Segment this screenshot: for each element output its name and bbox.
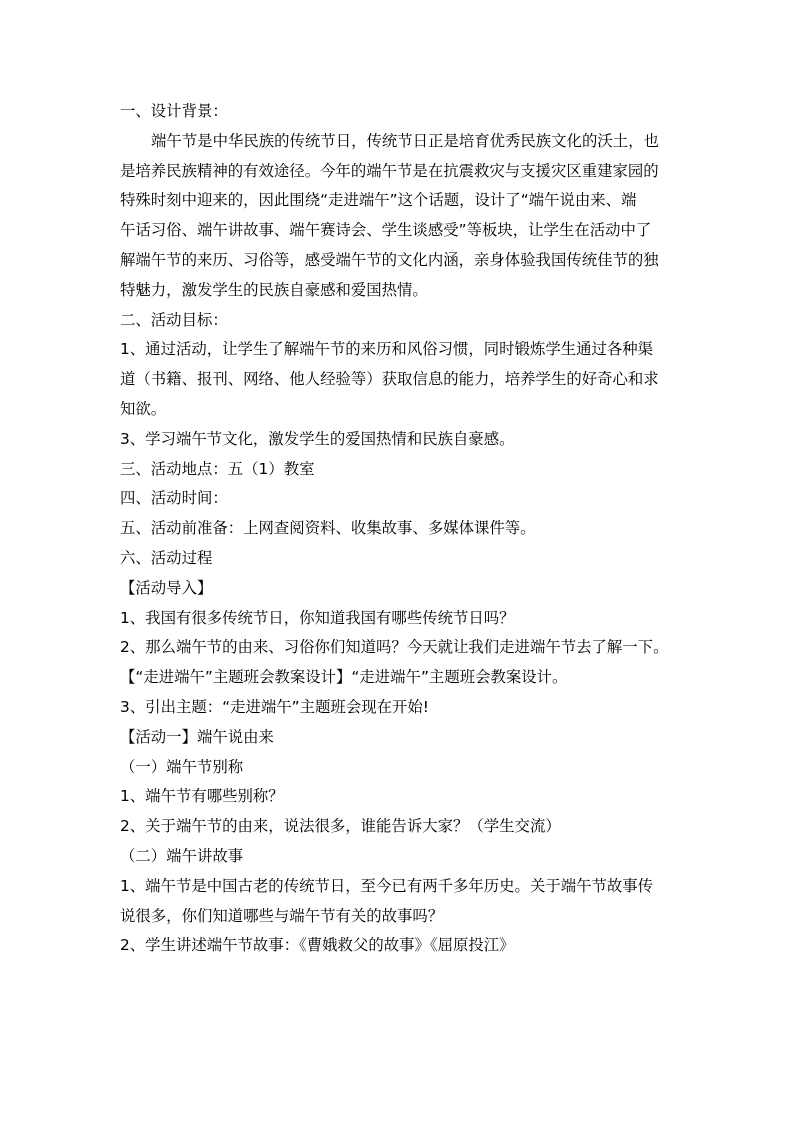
text-line: 三、活动地点：五（1）教室 bbox=[120, 459, 315, 478]
text-line: 二、活动目标： bbox=[120, 310, 228, 329]
text-line: 1、通过活动，让学生了解端午节的来历和风俗习惯，同时锻炼学生通过各种渠 bbox=[120, 340, 654, 359]
text-line: 1、端午节有哪些别称？ bbox=[120, 787, 284, 806]
text-line: 3、学习端午节文化，激发学生的爱国热情和民族自豪感。 bbox=[120, 429, 515, 448]
text-line: 是培养民族精神的有效途径。今年的端午节是在抗震救灾与支援灾区重建家园的 bbox=[120, 161, 659, 180]
text-line: 知欲。 bbox=[120, 399, 167, 418]
text-line: 四、活动时间： bbox=[120, 489, 228, 508]
text-line: 端午节是中华民族的传统节日，传统节日正是培育优秀民族文化的沃土，也 bbox=[151, 131, 659, 150]
text-line: 1、我国有很多传统节日，你知道我国有哪些传统节日吗？ bbox=[120, 608, 515, 627]
text-line: 2、关于端午节的由来，说法很多，谁能告诉大家？（学生交流） bbox=[120, 817, 561, 836]
text-line: 解端午节的来历、习俗等，感受端午节的文化内涵，亲身体验我国传统佳节的独 bbox=[120, 250, 659, 269]
text-line: 【活动导入】 bbox=[120, 578, 213, 597]
document-body bbox=[120, 97, 680, 961]
text-line: 一、设计背景： bbox=[120, 102, 228, 120]
text-line: 说很多，你们知道哪些与端午节有关的故事吗？ bbox=[120, 906, 444, 925]
text-line: 2、学生讲述端午节故事：《曹娥救父的故事》《屈原投江》 bbox=[120, 936, 515, 955]
text-line: 特殊时刻中迎来的，因此围绕“走进端午”这个话题，设计了“端午说由来、端 bbox=[120, 191, 637, 210]
text-line: 五、活动前准备：上网查阅资料、收集故事、多媒体课件等。 bbox=[120, 519, 536, 538]
text-line: （一）端午节别称 bbox=[120, 757, 244, 776]
text-line: 【“走进端午”主题班会教案设计】“走进端午”主题班会教案设计。 bbox=[120, 668, 568, 687]
text-line: 3、引出主题：“走进端午”主题班会现在开始! bbox=[120, 697, 429, 716]
text-line: 午话习俗、端午讲故事、端午赛诗会、学生谈感受”等板块，让学生在活动中了 bbox=[120, 221, 652, 240]
text-line: 2、那么端午节的由来、习俗你们知道吗？今天就让我们走进端午节去了解一下。 bbox=[120, 638, 669, 657]
text-line: 特魅力，激发学生的民族自豪感和爱国热情。 bbox=[120, 280, 428, 299]
text-line: 道（书籍、报刊、网络、他人经验等）获取信息的能力，培养学生的好奇心和求 bbox=[120, 370, 659, 389]
text-line: （二）端午讲故事 bbox=[120, 846, 244, 865]
text-line: 1、端午节是中国古老的传统节日，至今已有两千多年历史。关于端午节故事传 bbox=[120, 876, 654, 895]
text-line: 【活动一】端午说由来 bbox=[120, 727, 274, 746]
text-line: 六、活动过程 bbox=[120, 548, 213, 567]
